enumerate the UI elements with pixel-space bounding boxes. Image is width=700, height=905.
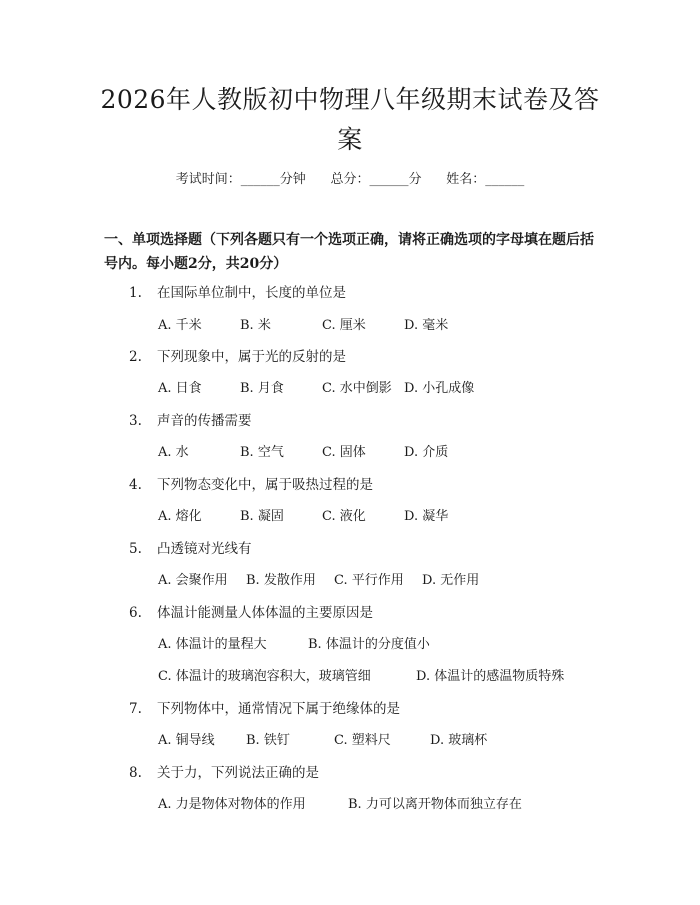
option-a: A. 日食: [158, 381, 202, 396]
question-8: [129, 761, 319, 781]
question-number: 4.: [129, 477, 142, 493]
option-a: A. 体温计的量程大: [158, 637, 267, 652]
question-6: [129, 601, 373, 621]
option-b: B. 月食: [240, 381, 284, 396]
option-c: C. 水中倒影: [322, 381, 392, 396]
option-c: C. 液化: [322, 509, 366, 524]
option-a: A. 会聚作用: [158, 573, 228, 588]
question-text: 关于力，下列说法正确的是: [157, 765, 319, 781]
options-6-row-1: [158, 633, 430, 652]
document-title: [80, 80, 620, 160]
option-b: B. 力可以离开物体而独立存在: [348, 797, 522, 812]
question-text: 体温计能测量人体体温的主要原因是: [157, 605, 373, 621]
option-c: C. 厘米: [322, 318, 366, 333]
option-b: B. 体温计的分度值小: [308, 637, 430, 652]
option-d: D. 玻璃杯: [430, 733, 488, 748]
option-d: D. 体温计的感温物质特殊: [416, 669, 565, 684]
options-1: [158, 314, 448, 333]
options-5: [158, 569, 479, 588]
option-b: B. 凝固: [240, 509, 284, 524]
question-7: [129, 697, 400, 717]
options-7: [158, 729, 487, 748]
question-number: 1.: [129, 285, 142, 301]
question-number: 7.: [129, 701, 142, 717]
option-c: C. 固体: [322, 445, 366, 460]
option-d: D. 凝华: [404, 509, 449, 524]
option-b: B. 铁钉: [246, 733, 290, 748]
title-line-2: 案: [337, 125, 363, 154]
option-d: D. 毫米: [404, 318, 449, 333]
exam-info-line: 考试时间：______分钟 总分：______分 姓名：______: [175, 172, 525, 187]
question-text: 凸透镜对光线有: [157, 541, 252, 557]
section-heading: [104, 228, 624, 276]
options-3: [158, 441, 448, 460]
options-6-row-2: [158, 665, 564, 684]
question-1: [129, 281, 346, 301]
question-3: [129, 409, 252, 429]
question-5: [129, 537, 252, 557]
question-text: 下列物态变化中，属于吸热过程的是: [157, 477, 373, 493]
option-b: B. 空气: [240, 445, 284, 460]
question-text: 声音的传播需要: [157, 413, 252, 429]
question-number: 3.: [129, 413, 142, 429]
option-c: C. 平行作用: [334, 573, 404, 588]
question-4: [129, 473, 373, 493]
question-text: 下列现象中，属于光的反射的是: [157, 349, 346, 365]
options-8: [158, 793, 522, 812]
options-4: [158, 505, 448, 524]
option-a: A. 力是物体对物体的作用: [158, 797, 306, 812]
option-c: C. 体温计的玻璃泡容积大，玻璃管细: [158, 669, 371, 684]
option-c: C. 塑料尺: [334, 733, 391, 748]
question-number: 6.: [129, 605, 142, 621]
question-number: 8.: [129, 765, 142, 781]
option-d: D. 无作用: [422, 573, 480, 588]
question-number: 5.: [129, 541, 142, 557]
option-a: A. 熔化: [158, 509, 202, 524]
option-d: D. 介质: [404, 445, 449, 460]
section-heading-line-2: 号内。每小题2分，共20分）: [104, 256, 288, 272]
option-a: A. 水: [158, 445, 189, 460]
option-a: A. 铜导线: [158, 733, 215, 748]
question-text: 在国际单位制中，长度的单位是: [157, 285, 346, 301]
option-b: B. 米: [240, 318, 271, 333]
option-a: A. 千米: [158, 318, 202, 333]
question-text: 下列物体中，通常情况下属于绝缘体的是: [157, 701, 400, 717]
question-2: [129, 345, 346, 365]
option-b: B. 发散作用: [246, 573, 316, 588]
option-d: D. 小孔成像: [404, 381, 475, 396]
title-line-1: 2026年人教版初中物理八年级期末试卷及答: [100, 85, 600, 114]
options-2: [158, 377, 474, 396]
question-number: 2.: [129, 349, 142, 365]
section-heading-line-1: 一、单项选择题（下列各题只有一个选项正确，请将正确选项的字母填在题后括: [104, 232, 594, 248]
